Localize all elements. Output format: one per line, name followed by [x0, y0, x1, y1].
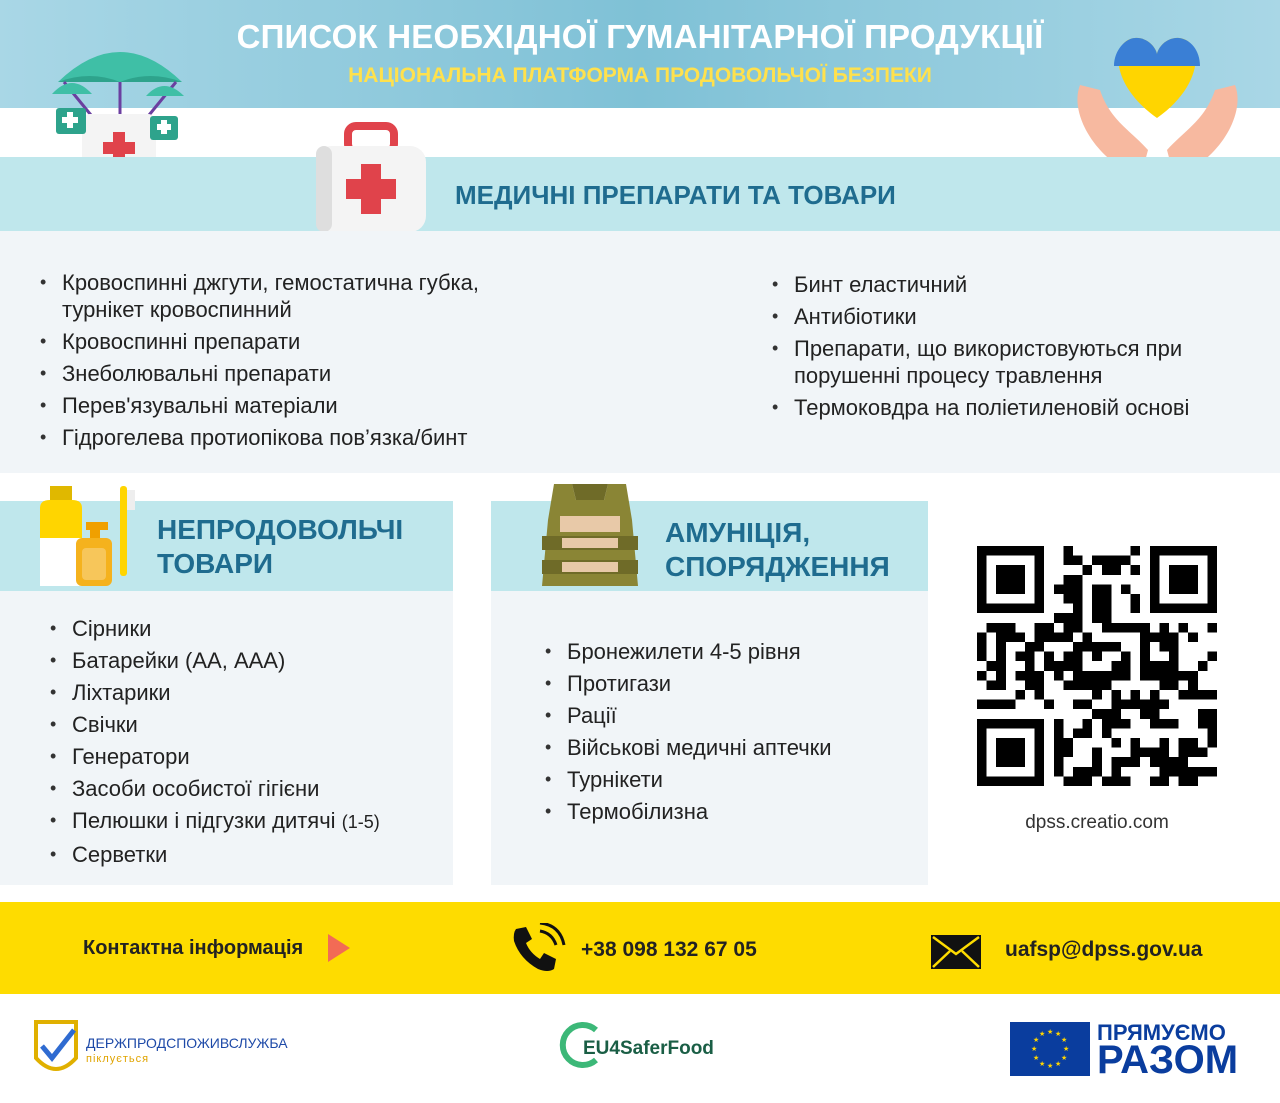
qr-module	[1150, 709, 1160, 719]
dpss-logo-tagline: піклується	[86, 1053, 150, 1065]
svg-text:★: ★	[1061, 1036, 1068, 1044]
qr-module	[1063, 584, 1073, 594]
qr-module	[1198, 719, 1208, 729]
list-item: • Серветки	[50, 841, 450, 868]
nonfood-list	[50, 615, 450, 873]
qr-module	[1083, 767, 1093, 777]
qr-module	[1179, 690, 1189, 700]
qr-module	[1111, 757, 1121, 767]
qr-module	[1159, 776, 1169, 786]
qr-module	[1054, 613, 1064, 623]
qr-module	[1035, 680, 1045, 690]
qr-module	[1207, 738, 1217, 748]
qr-module	[987, 661, 997, 671]
qr-module	[996, 565, 1025, 594]
qr-module	[1188, 748, 1198, 758]
svg-text:★: ★	[1055, 1060, 1062, 1068]
svg-text:★: ★	[1047, 1028, 1054, 1036]
first-aid-kit-icon	[312, 122, 430, 234]
qr-module	[1083, 728, 1093, 738]
qr-module	[1179, 623, 1189, 633]
qr-module	[1102, 671, 1112, 681]
qr-module	[1207, 767, 1217, 777]
qr-module	[1198, 690, 1208, 700]
qr-module	[1159, 623, 1169, 633]
qr-module	[1150, 719, 1160, 729]
qr-module	[1169, 565, 1198, 594]
eu-flag-icon	[1010, 1022, 1090, 1076]
qr-module	[1063, 546, 1073, 556]
qr-module	[1054, 748, 1064, 758]
qr-module	[1140, 709, 1150, 719]
qr-module	[1102, 709, 1112, 719]
qr-module	[996, 671, 1006, 681]
qr-module	[1102, 680, 1112, 690]
qr-module	[1092, 652, 1102, 662]
dpss-logo-name: ДЕРЖПРОДСПОЖИВСЛУЖБА	[86, 1035, 288, 1051]
list-item: • Бронежилети 4-5 рівня	[545, 638, 925, 665]
nonfood-title-line1: НЕПРОДОВОЛЬЧІ	[157, 514, 404, 545]
qr-module	[1054, 661, 1064, 671]
qr-module	[996, 632, 1006, 642]
qr-module	[1063, 748, 1073, 758]
qr-module	[1111, 661, 1121, 671]
qr-module	[1179, 757, 1189, 767]
qr-module	[996, 652, 1006, 662]
qr-module	[1044, 632, 1054, 642]
qr-module	[1188, 776, 1198, 786]
qr-module	[1044, 623, 1054, 633]
slogan-line1: ПРЯМУЄМО	[1097, 1020, 1226, 1045]
qr-module	[996, 623, 1006, 633]
qr-module	[1159, 767, 1169, 777]
qr-module	[1063, 623, 1073, 633]
qr-module	[1198, 748, 1208, 758]
qr-module	[1092, 642, 1102, 652]
qr-module	[1169, 680, 1179, 690]
svg-text:★: ★	[1039, 1030, 1046, 1038]
qr-module	[1169, 671, 1179, 681]
page-title: СПИСОК НЕОБХІДНОЇ ГУМАНІТАРНОЇ ПРОДУКЦІЇ	[236, 18, 1044, 55]
qr-module	[1063, 632, 1073, 642]
qr-module	[1054, 632, 1064, 642]
ammo-title	[665, 516, 890, 584]
nonfood-title	[157, 513, 403, 581]
qr-module	[1188, 671, 1198, 681]
list-item: • Бинт еластичний	[772, 271, 1242, 298]
list-item: • Військові медичні аптечки	[545, 734, 925, 761]
qr-module	[1131, 623, 1141, 633]
qr-module	[1179, 776, 1189, 786]
qr-module	[1207, 719, 1217, 729]
qr-module	[1063, 652, 1073, 662]
qr-module	[1131, 565, 1141, 575]
qr-module	[1159, 700, 1169, 710]
qr-module	[1159, 661, 1169, 671]
list-item: • Гідрогелева протиопікова пов’язка/бинт	[40, 424, 540, 451]
qr-module	[1015, 671, 1025, 681]
qr-module	[1179, 748, 1189, 758]
qr-module	[1111, 671, 1121, 681]
qr-module	[1150, 632, 1160, 642]
qr-module	[1073, 604, 1083, 614]
qr-module	[1111, 700, 1121, 710]
qr-module	[1083, 632, 1093, 642]
qr-module	[1073, 776, 1083, 786]
qr-module	[1207, 690, 1217, 700]
svg-text:★: ★	[1055, 1030, 1062, 1038]
qr-module	[1015, 632, 1025, 642]
nonfood-title-line2: ТОВАРИ	[157, 548, 274, 579]
qr-module	[1092, 671, 1102, 681]
qr-module	[1006, 632, 1016, 642]
hygiene-products-icon	[30, 482, 140, 592]
qr-module	[1121, 757, 1131, 767]
list-item: • Перев'язувальні матеріали	[40, 392, 540, 419]
qr-module	[1159, 738, 1169, 748]
qr-module	[1207, 728, 1217, 738]
qr-module	[1150, 757, 1160, 767]
qr-module	[1140, 748, 1150, 758]
qr-module	[1188, 738, 1198, 748]
qr-module	[1035, 642, 1045, 652]
qr-module	[1073, 767, 1083, 777]
qr-module	[1102, 728, 1112, 738]
qr-module	[1140, 642, 1150, 652]
qr-module	[1073, 584, 1083, 594]
qr-module	[1102, 584, 1112, 594]
qr-module	[1111, 738, 1121, 748]
qr-module	[1207, 652, 1217, 662]
qr-module	[1121, 652, 1131, 662]
qr-code[interactable]	[977, 546, 1217, 786]
qr-module	[1054, 767, 1064, 777]
qr-module	[996, 661, 1006, 671]
list-item-text: Пелюшки і підгузки дитячі	[72, 808, 336, 833]
qr-module	[977, 632, 987, 642]
qr-module	[1131, 748, 1141, 758]
qr-module	[1054, 757, 1064, 767]
qr-module	[1111, 556, 1121, 566]
qr-module	[1035, 690, 1045, 700]
qr-module	[1025, 661, 1035, 671]
list-item: • Термоковдра на поліетиленовій основі	[772, 394, 1242, 421]
qr-module	[1169, 661, 1179, 671]
qr-module	[1063, 594, 1073, 604]
list-item: • Знеболювальні препарати	[40, 360, 540, 387]
qr-module	[1025, 671, 1035, 681]
qr-module	[1111, 623, 1121, 633]
qr-module	[1111, 709, 1121, 719]
qr-module	[1111, 642, 1121, 652]
list-item: • Батарейки (АА, ААА)	[50, 647, 450, 674]
qr-module	[1131, 700, 1141, 710]
qr-module	[1198, 709, 1208, 719]
qr-module	[1063, 776, 1073, 786]
contact-label: Контактна інформація	[83, 937, 304, 959]
qr-module	[1198, 767, 1208, 777]
qr-url[interactable]: dpss.creatio.com	[1025, 812, 1169, 833]
qr-module	[1073, 575, 1083, 585]
qr-module	[987, 680, 997, 690]
list-item: • Засоби особистої гігієни	[50, 775, 450, 802]
list-item: • Свічки	[50, 711, 450, 738]
qr-module	[1025, 652, 1035, 662]
qr-module	[1150, 661, 1160, 671]
qr-module	[1083, 671, 1093, 681]
phone-icon	[510, 923, 566, 975]
qr-module	[1140, 652, 1150, 662]
qr-module	[1006, 623, 1016, 633]
qr-module	[1111, 776, 1121, 786]
qr-module	[1159, 748, 1169, 758]
qr-module	[1073, 671, 1083, 681]
slogan-line2: РАЗОМ	[1097, 1038, 1239, 1082]
qr-module	[1063, 575, 1073, 585]
qr-module	[1159, 680, 1169, 690]
qr-module	[1035, 632, 1045, 642]
qr-module	[1092, 757, 1102, 767]
qr-module	[1073, 642, 1083, 652]
qr-module	[1159, 632, 1169, 642]
qr-module	[1102, 623, 1112, 633]
list-item: • Кровоспинні препарати	[40, 328, 540, 355]
qr-module	[1121, 584, 1131, 594]
qr-module	[1207, 709, 1217, 719]
qr-module	[1025, 642, 1035, 652]
qr-module	[1025, 680, 1035, 690]
diaper-sizes: (1-5)	[341, 812, 380, 832]
qr-module	[1169, 767, 1179, 777]
contact-phone[interactable]: +38 098 132 67 05	[581, 938, 757, 961]
qr-module	[1092, 594, 1102, 604]
qr-module	[1102, 556, 1112, 566]
ammo-title-line1: АМУНІЦІЯ,	[665, 517, 811, 548]
qr-module	[1188, 690, 1198, 700]
qr-module	[1083, 700, 1093, 710]
svg-text:★: ★	[1063, 1045, 1070, 1053]
qr-module	[1169, 757, 1179, 767]
qr-module	[1054, 728, 1064, 738]
qr-module	[1140, 623, 1150, 633]
qr-module	[1073, 594, 1083, 604]
qr-module	[1131, 604, 1141, 614]
qr-module	[1073, 652, 1083, 662]
qr-module	[1121, 661, 1131, 671]
qr-module	[1159, 757, 1169, 767]
qr-module	[996, 700, 1006, 710]
qr-module	[1092, 690, 1102, 700]
qr-module	[1131, 546, 1141, 556]
qr-module	[987, 700, 997, 710]
qr-module	[1073, 661, 1083, 671]
qr-module	[1054, 738, 1064, 748]
qr-module	[1102, 719, 1112, 729]
qr-module	[1073, 623, 1083, 633]
medical-list-right	[772, 271, 1242, 426]
list-item: • Рації	[545, 702, 925, 729]
svg-text:★: ★	[1039, 1060, 1046, 1068]
qr-module	[1111, 719, 1121, 729]
qr-module	[1092, 748, 1102, 758]
list-item	[50, 807, 450, 836]
qr-module	[1015, 690, 1025, 700]
svg-text:★: ★	[1047, 1062, 1054, 1070]
svg-text:★: ★	[1033, 1054, 1040, 1062]
qr-module	[1121, 700, 1131, 710]
qr-module	[1083, 680, 1093, 690]
qr-module	[1063, 613, 1073, 623]
svg-text:★: ★	[1061, 1054, 1068, 1062]
qr-module	[1150, 671, 1160, 681]
qr-module	[1073, 556, 1083, 566]
qr-module	[1092, 709, 1102, 719]
qr-module	[1150, 700, 1160, 710]
qr-module	[1121, 671, 1131, 681]
qr-module	[1083, 776, 1093, 786]
qr-module	[1083, 642, 1093, 652]
qr-module	[1073, 613, 1083, 623]
qr-module	[1092, 613, 1102, 623]
qr-module	[1121, 776, 1131, 786]
eu4saferfood-logo-text: EU4SaferFood	[583, 1038, 714, 1059]
qr-module	[1159, 642, 1169, 652]
qr-module	[1073, 680, 1083, 690]
qr-module	[1083, 719, 1093, 729]
list-item: • Антибіотики	[772, 303, 1242, 330]
qr-module	[1063, 738, 1073, 748]
qr-module	[1131, 757, 1141, 767]
qr-module	[1102, 776, 1112, 786]
qr-module	[1140, 632, 1150, 642]
qr-module	[1044, 652, 1054, 662]
list-item: • Генератори	[50, 743, 450, 770]
qr-module	[1169, 632, 1179, 642]
qr-module	[996, 738, 1025, 767]
mail-icon	[930, 934, 982, 970]
qr-module	[1111, 767, 1121, 777]
page-subtitle: НАЦІОНАЛЬНА ПЛАТФОРМА ПРОДОВОЛЬЧОЇ БЕЗПЕКИ	[348, 64, 932, 87]
qr-module	[977, 700, 987, 710]
qr-module	[1121, 719, 1131, 729]
qr-module	[1131, 594, 1141, 604]
qr-module	[1102, 613, 1112, 623]
body-armor-icon	[538, 480, 642, 590]
svg-text:★: ★	[1031, 1045, 1038, 1053]
qr-module	[1063, 661, 1073, 671]
qr-module	[1140, 671, 1150, 681]
qr-module	[1131, 690, 1141, 700]
qr-module	[1150, 748, 1160, 758]
list-item: • Ліхтарики	[50, 679, 450, 706]
contact-email[interactable]: uafsp@dpss.gov.ua	[1005, 938, 1203, 961]
qr-module	[1092, 604, 1102, 614]
qr-module	[1044, 700, 1054, 710]
qr-module	[1083, 565, 1093, 575]
qr-module	[1169, 652, 1179, 662]
qr-module	[1121, 623, 1131, 633]
qr-module	[1102, 604, 1112, 614]
medical-section-title: МЕДИЧНІ ПРЕПАРАТИ ТА ТОВАРИ	[455, 180, 896, 210]
qr-module	[1035, 623, 1045, 633]
qr-module	[1044, 661, 1054, 671]
qr-module	[1159, 719, 1169, 729]
qr-module	[1092, 584, 1102, 594]
qr-module	[1063, 680, 1073, 690]
qr-module	[1063, 556, 1073, 566]
qr-module	[1188, 767, 1198, 777]
list-item: • Кровоспинні джгути, гемостатична губка, турнікет кровоспинний	[40, 269, 540, 323]
qr-module	[996, 680, 1006, 690]
arrow-right-icon	[328, 934, 350, 962]
qr-module	[1207, 623, 1217, 633]
qr-module	[1188, 680, 1198, 690]
qr-module	[1111, 565, 1121, 575]
qr-module	[1073, 728, 1083, 738]
medical-list-left	[40, 269, 540, 456]
ammo-list	[545, 638, 925, 830]
qr-module	[977, 671, 987, 681]
list-item: • Препарати, що використовуються при порушенні процесу травлення	[772, 335, 1242, 389]
qr-module	[1054, 671, 1064, 681]
qr-module	[1073, 700, 1083, 710]
qr-module	[1092, 556, 1102, 566]
qr-module	[1102, 642, 1112, 652]
qr-module	[1150, 776, 1160, 786]
svg-text:★: ★	[1033, 1036, 1040, 1044]
qr-module	[1159, 671, 1169, 681]
qr-module	[987, 623, 997, 633]
qr-module	[1169, 642, 1179, 652]
qr-module	[977, 642, 987, 652]
qr-module	[1179, 738, 1189, 748]
qr-module	[1006, 700, 1016, 710]
qr-module	[1092, 680, 1102, 690]
qr-module	[1102, 594, 1112, 604]
qr-module	[1092, 767, 1102, 777]
list-item: • Сірники	[50, 615, 450, 642]
qr-module	[1140, 661, 1150, 671]
qr-module	[1102, 565, 1112, 575]
qr-module	[1054, 719, 1064, 729]
list-item: • Протигази	[545, 670, 925, 697]
qr-module	[1179, 767, 1189, 777]
qr-module	[1140, 700, 1150, 710]
qr-module	[1188, 632, 1198, 642]
list-item: • Турнікети	[545, 766, 925, 793]
qr-module	[1035, 671, 1045, 681]
ammo-title-line2: СПОРЯДЖЕННЯ	[665, 551, 890, 582]
qr-module	[1150, 690, 1160, 700]
qr-module	[1131, 738, 1141, 748]
dpss-logo-shield-icon	[32, 1018, 80, 1080]
qr-module	[1169, 719, 1179, 729]
qr-module	[1015, 652, 1025, 662]
qr-module	[1121, 556, 1131, 566]
qr-module	[996, 642, 1006, 652]
qr-module	[977, 652, 987, 662]
list-item: • Термобілизна	[545, 798, 925, 825]
qr-module	[1198, 661, 1208, 671]
qr-module	[1054, 584, 1064, 594]
qr-module	[1111, 690, 1121, 700]
qr-module	[1179, 671, 1189, 681]
